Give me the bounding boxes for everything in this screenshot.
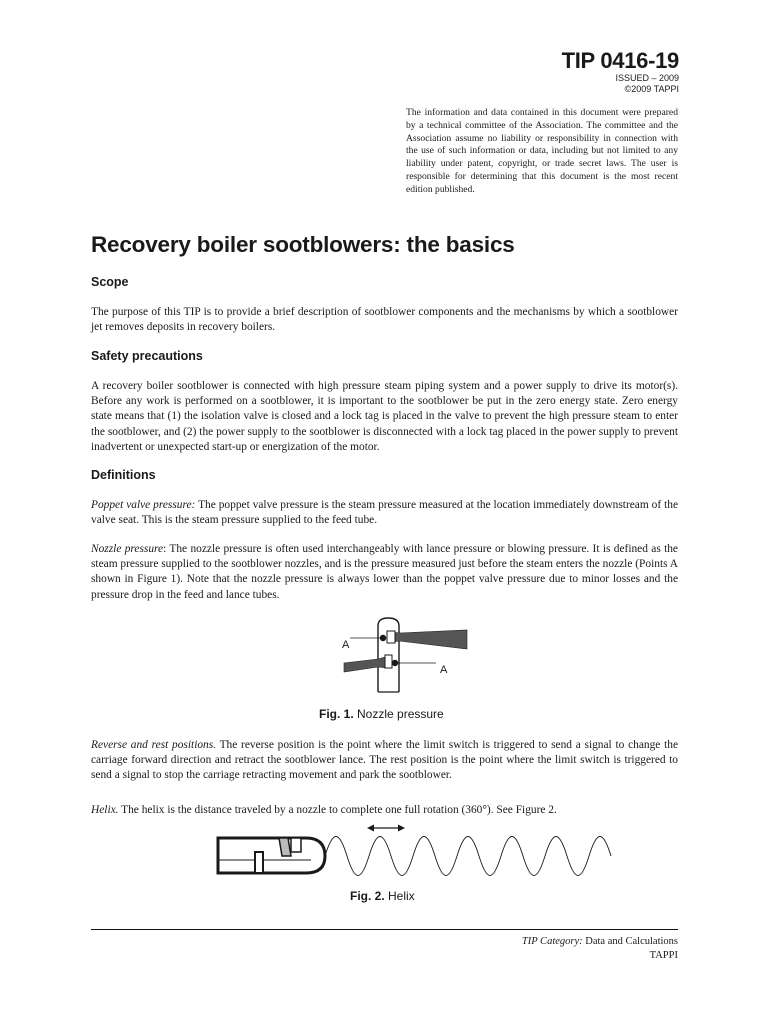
footer-rule	[91, 929, 678, 930]
figure2-number: Fig. 2.	[350, 889, 385, 903]
reverse-term: Reverse and rest positions.	[91, 739, 217, 751]
helix-text: The helix is the distance traveled by a nozzle to complete one full rotation (360°). See Figure 2.	[118, 804, 557, 816]
figure2-text: Helix	[384, 889, 415, 903]
footer-category-label: TIP Category:	[521, 936, 583, 947]
point-a-lower-label: A	[440, 664, 448, 676]
nozzle-text: : The nozzle pressure is often used interchangeably with lance pressure or blowing pressure. It is defined as the steam pressure supplied to the sootblower nozzles, and is the pressure measured just before the steam enters the nozzle (Points A shown in Figure 1). Note that the nozzle pressure is always lower than the poppet valve pressure due to minor losses and the pressure drop in the feed and lance tubes.	[91, 543, 678, 601]
scope-heading: Scope	[91, 275, 129, 289]
scope-paragraph: The purpose of this TIP is to provide a brief description of sootblower components and the mechanisms by which a sootblower jet removes deposits in recovery boilers.	[91, 306, 678, 334]
figure2-caption	[350, 889, 415, 903]
figure1-number: Fig. 1.	[319, 707, 354, 721]
safety-paragraph: A recovery boiler sootblower is connected with high pressure steam piping system and a power supply to drive its motor(s). Before any work is performed on a sootblower, it is important to the sootblower be put in the zero energy state. Zero energy state means that (1) the isolation valve is closed and a lock tag is placed in the valve to prevent the high pressure steam to enter the sootblower, and (2) the power supply to the sootblower is disconnected with a lock tag placed in the power supply to prevent inadvertent or unexpected start-up or energization of the motor.	[91, 380, 678, 453]
helix-definition	[91, 803, 678, 818]
figure1-text: Nozzle pressure	[353, 707, 444, 721]
copyright-notice: ©2009 TAPPI	[624, 84, 679, 94]
nozzle-jets	[344, 630, 467, 672]
figure1-caption	[319, 707, 444, 721]
safety-heading: Safety precautions	[91, 349, 203, 363]
disclaimer-text: The information and data contained in this document were prepared by a technical committee of the Association. The committee and the Association assume no liability or responsibility in connection with the use of such information or data, including but not limited to any liability under patent, copyright, or trade secret laws. The user is responsible for determining that this document is the most recent edition published.	[406, 107, 678, 195]
footer-category	[522, 936, 678, 947]
poppet-term: Poppet valve pressure:	[91, 499, 196, 511]
helix-figure	[215, 820, 615, 886]
nozzle-pressure-figure	[330, 612, 480, 694]
lance-outline	[218, 838, 325, 873]
poppet-definition	[91, 498, 678, 528]
helix-distance-arrow	[367, 825, 405, 832]
footer-organization: TAPPI	[649, 950, 678, 961]
nozzle-definition	[91, 542, 678, 603]
issued-date: ISSUED – 2009	[615, 73, 679, 83]
reverse-rest-definition	[91, 738, 678, 784]
tip-number: TIP 0416-19	[561, 48, 679, 73]
reverse-text: The reverse position is the point where the limit switch is triggered to send a signal to change the carriage forward direction and retract the sootblower lance. The rest position is the point where the limit switch is triggered to send a signal to stop the carriage retracting movement and park the sootblower.	[91, 739, 678, 782]
helix-wave	[325, 837, 611, 876]
nozzle-term: Nozzle pressure	[91, 543, 164, 555]
footer-category-value: Data and Calculations	[582, 936, 678, 947]
helix-term: Helix.	[91, 804, 119, 816]
definitions-heading: Definitions	[91, 468, 156, 482]
document-title: Recovery boiler sootblowers: the basics	[91, 232, 515, 257]
point-a-upper-label: A	[342, 639, 350, 651]
poppet-text: The poppet valve pressure is the steam pressure measured at the location immediately downstream of the valve seat. This is the steam pressure supplied to the feed tube.	[91, 499, 678, 527]
